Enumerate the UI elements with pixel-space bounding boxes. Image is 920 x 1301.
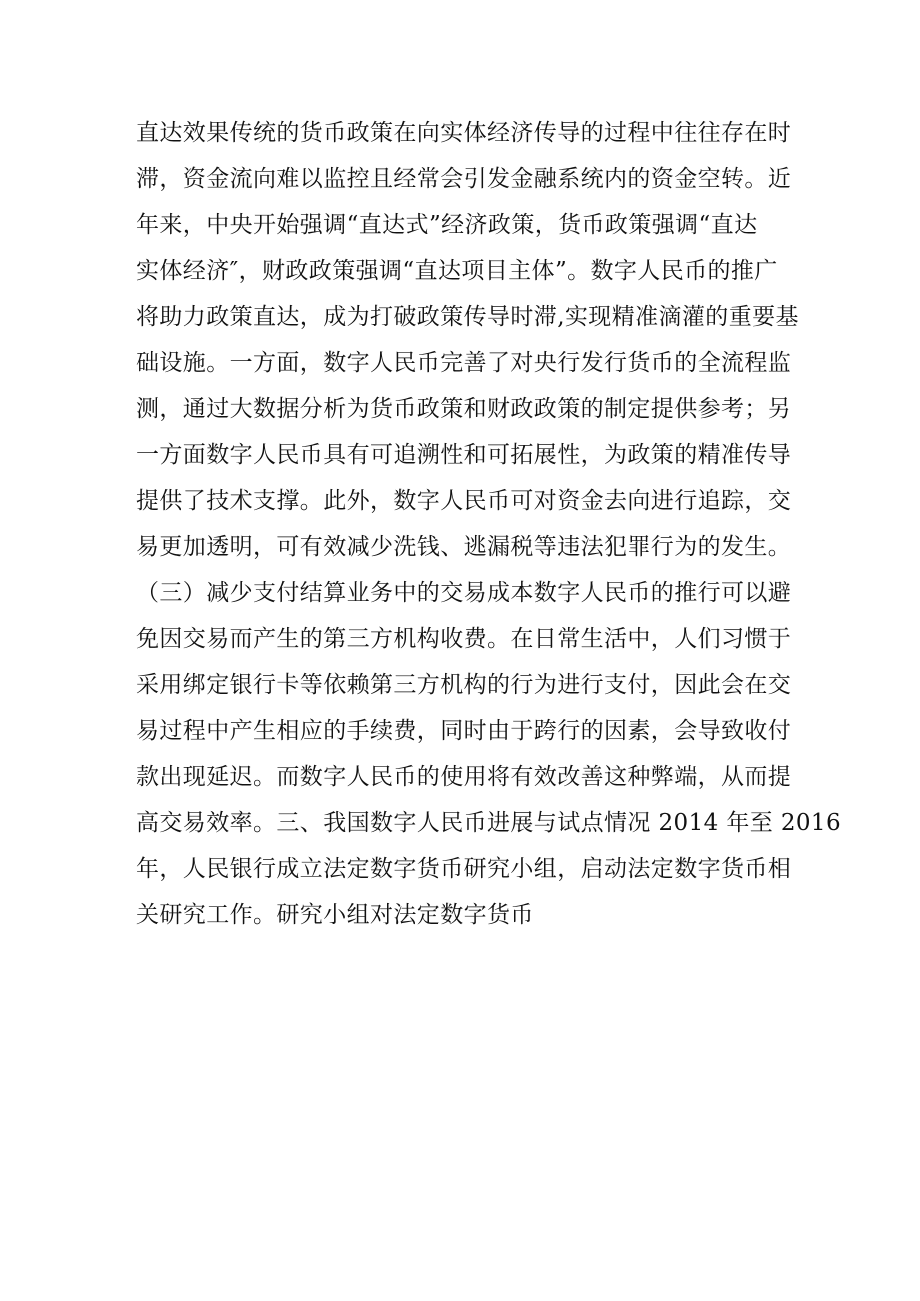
- text-line: 直达效果传统的货币政策在向实体经济传导的过程中往往存在时: [136, 120, 792, 146]
- text-line: （三）减少支付结算业务中的交易成本数字人民币的推行可以避: [136, 580, 792, 606]
- text-line: 易更加透明，可有效减少洗钱、逃漏税等违法犯罪行为的发生。: [136, 534, 792, 560]
- text-line: 年，人民银行成立法定数字货币研究小组，启动法定数字货币相: [136, 856, 792, 882]
- text-line: 年来，中央开始强调“直达式”经济政策，货币政策强调“直达: [136, 212, 758, 238]
- text-line: 础设施。一方面，数字人民币完善了对央行发行货币的全流程监: [136, 350, 792, 376]
- text-line: 将助力政策直达，成为打破政策传导时滞,实现精准滴灌的重要基: [136, 304, 799, 330]
- text-line: 提供了技术支撑。此外，数字人民币可对资金去向进行追踪，交: [136, 488, 792, 514]
- text-line: 实体经济″，财政政策强调“直达项目主体”。数字人民币的推广: [136, 258, 778, 284]
- text-line: 关研究工作。研究小组对法定数字货币: [136, 902, 534, 928]
- text-line: 采用绑定银行卡等依赖第三方机构的行为进行支付，因此会在交: [136, 672, 792, 698]
- body-text: [136, 110, 841, 938]
- text-line: 高交易效率。三、我国数字人民币进展与试点情况 2014 年至 2016: [136, 810, 841, 836]
- text-line: 一方面数字人民币具有可追溯性和可拓展性，为政策的精准传导: [136, 442, 792, 468]
- text-line: 款出现延迟。而数字人民币的使用将有效改善这种弊端，从而提: [136, 764, 792, 790]
- text-line: 滞，资金流向难以监控且经常会引发金融系统内的资金空转。近: [136, 166, 792, 192]
- text-line: 免因交易而产生的第三方机构收费。在日常生活中，人们习惯于: [136, 626, 792, 652]
- text-line: 易过程中产生相应的手续费，同时由于跨行的因素，会导致收付: [136, 718, 792, 744]
- text-line: 测，通过大数据分析为货币政策和财政政策的制定提供参考；另: [136, 396, 792, 422]
